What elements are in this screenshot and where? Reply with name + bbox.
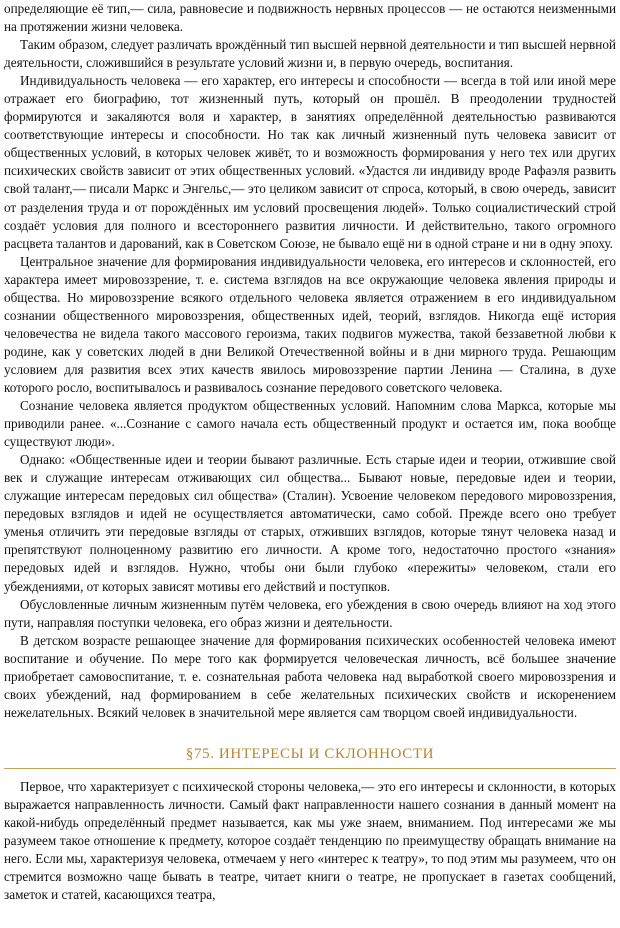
paragraph: Сознание человека является продуктом общественных условий. Напомним слова Маркса, которые мы приводили ранее. «...Сознание с самого начала есть общественный продукт и остается им, пока вообще существуют люди». [4,398,616,450]
paragraph: Индивидуальность человека — его характер, его интересы и способности — всегда в той или иной мере отражает его биографию, тот жизненный путь, который он прошёл. В преодолении трудностей формируются и закаляются воля и характер, в занятиях определённой деятельностью развиваются соответствующие интересы и способности. Но так как личный жизненный путь человека зависит от общественных условий, в которых человек живёт, то и возможность формирования у него тех или других психических свойств зависит от этих общественных условий. «Удастся ли индивиду вроде Рафаэля развить свой талант,— писали Маркс и Энгельс,— это целиком зависит от спроса, который, в свою очередь, зависит от разделения труда и от порождённых им условий просвещения людей». Только социалистический строй создаёт условия для полного и всестороннего развития личности. И действительно, такого огромного расцвета талантов и дарований, как в Советском Союзе, не бывало ещё ни в одной стране и ни в одну эпоху. [4,73,616,251]
spacer [4,722,616,744]
paragraph: Обусловленные личным жизненным путём человека, его убеждения в свою очередь влияют на ход этого пути, направляя поступки человека, его образ жизни и деятельности. [4,596,616,630]
section-title: §75. ИНТЕРЕСЫ И СКЛОННОСТИ [185,745,435,762]
section-heading [4,744,616,764]
paragraph: определяющие её тип,— сила, равновесие и подвижность нервных процессов — не остаются неизменными на протяжении жизни человека. [4,1,616,35]
paragraph: Центральное значение для формирования индивидуальности человека, его интересов и склонностей, его характера имеет мировоззрение, т. е. система взглядов на все окружающие человека явления природы и общества. Но мировоззрение всякого отдельного человека является отражением в его индивидуальном сознании общественного мировоззрения, общественных идей, теорий, взглядов. Никогда ещё история человечества не видела такого массового героизма, таких подвигов мужества, такой беззаветной любви к родине, как у советских людей в дни Великой Отечественной войны и в дни мирного труда. Решающим условием для развития всех этих качеств явилось мировоззрение партии Ленина — Сталина, в духе которого росло, воспитывалось и развивалось сознание передового советского человека. [4,253,616,395]
paragraph: Таким образом, следует различать врождённый тип высшей нервной деятельности и тип высшей нервной деятельности, сложившийся в результате условий жизни и, в первую очередь, воспитания. [4,37,616,71]
paragraph: Первое, что характеризует с психической стороны человека,— это его интересы и склонности, в которых выражается направленность личности. Самый факт направленности нашего сознания в данный момент на какой-нибудь определённый предмет называется, как мы уже знаем, вниманием. Под интересами же мы разумеем такое отношение к предмету, которое создаёт тенденцию по преимуществу обращать внимание на него. Если мы, характеризуя человека, отмечаем у него «интерес к театру», то под этим мы разумеем, что он стремится возможно чаще бывать в театре, читает книги о театре, не пропускает в газетах сообщений, заметок и статей, касающихся театра, [4,778,616,903]
paragraph: Однако: «Общественные идеи и теории бывают различные. Есть старые идеи и теории, отжившие свой век и служащие интересам отживающих сил общества... Бывают новые, передовые идеи и теории, служащие интересам передовых сил общества» (Сталин). Усвоение человеком передового мировоззрения, передовых взглядов и идей не осуществляется автоматически, само собой. Прежде всего оно требует уменья отличить эти передовые взгляды от старых, отживших взглядов, которые тянут человека назад и препятствуют полноценному развитию его личности. А кроме того, недостаточно простого «знания» передовых идей и взглядов. Нужно, чтобы они были глубоко «пережиты» человеком, стали его убеждениями, от которых зависят мотивы его действий и поступков. [4,452,616,594]
paragraph: В детском возрасте решающее значение для формирования психических особенностей человека имеют воспитание и обучение. По мере того как формируется человеческая личность, всё большее значение приобретает самовоспитание, т. е. сознательная работа человека над выработкой своего мировоззрения и своих убеждений, над формированием в себе желательных психических свойств и искоренением нежелательных. Всякий человек в значительной мере является сам творцом своей индивидуальности. [4,632,616,720]
spacer [4,769,616,778]
document-page [4,0,616,928]
body-text-bottom [4,778,616,904]
body-text-top [4,0,616,722]
